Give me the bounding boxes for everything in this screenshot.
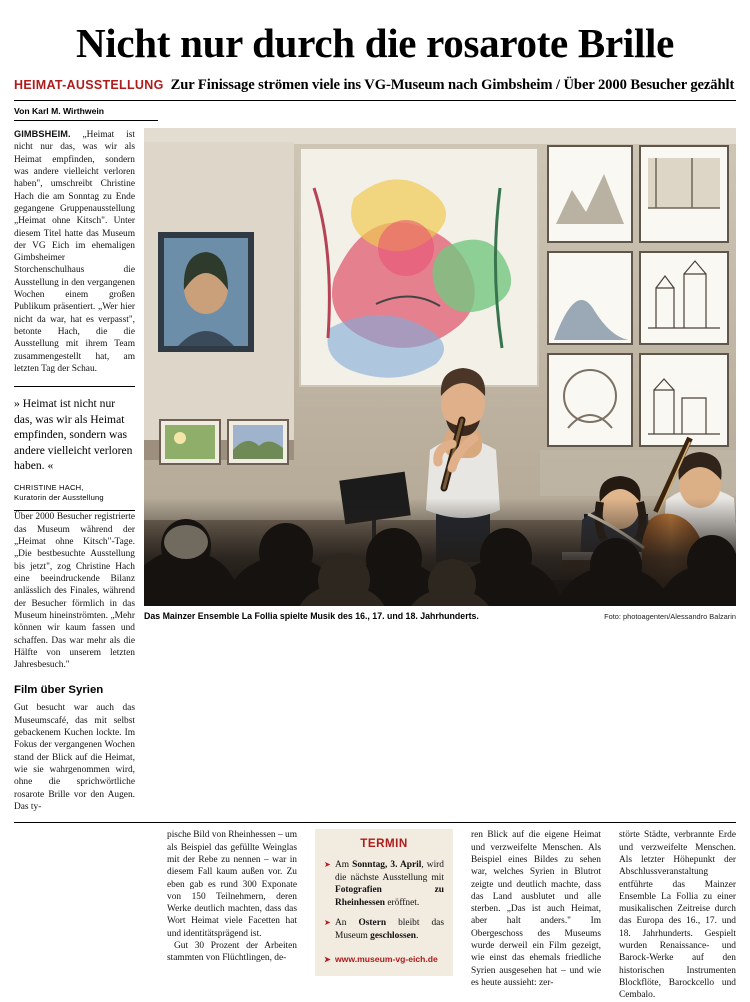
termin-item-2: [324, 917, 444, 942]
lower-col2-paragraph-1: pische Bild von Rheinhessen – um als Beispiel das gefüllte Weinglas mit der Rebe zu nennen – war in diesem Fall kaum außen vor. Zu eben gab es rund 300 Exponate von 150 Teilnehmern, deren Werke deutlich machten, dass das Wort Heimat viele Facetten hat und identitätsprägend ist.: [167, 830, 297, 939]
lower-col2-paragraph-2: Gut 30 Prozent der Arbeiten stammten von Flüchtlingen, de-: [167, 941, 297, 964]
column-1: [14, 128, 144, 813]
pull-quote-attribution: [14, 483, 135, 512]
photo-illustration: [144, 128, 736, 606]
termin-item-1: [324, 859, 444, 909]
termin-item-2-status: geschlossen: [370, 930, 416, 941]
termin-item-1-mid: , wird die nächste Ausstellung mit: [335, 860, 444, 883]
pull-quote-role: Kuratorin der Ausstellung: [14, 493, 104, 503]
termin-item-1-topic: Fotografien zu Rheinhessen: [335, 885, 444, 908]
termin-website-link[interactable]: [324, 954, 444, 965]
column-1-paragraph-3: Gut besucht war auch das Museumscafé, das mit selbst gebackenem Kuchen lockte. Im Fokus der vergangenen Wochen stand der Blick auf die Heimat, wie sie wahrgenommen wird, ohne die sprichwörtliche rosarote Brille vor den Augen. Das ty-: [14, 703, 135, 812]
termin-title: TERMIN: [360, 837, 408, 851]
pull-quote: » Heimat ist nicht nur das, was wir als Heimat empfinden, sondern was andere vielleicht verloren haben. «: [14, 386, 135, 474]
termin-box: [315, 829, 453, 975]
section-heading: Film über Syrien: [14, 683, 104, 696]
termin-item-2-pre: An: [335, 918, 359, 929]
article-body-bottom: [14, 822, 736, 1001]
page-title: Nicht nur durch die rosarote Brille: [75, 20, 675, 66]
arrow-icon: ➤: [324, 955, 331, 965]
termin-item-2-mid: bleibt das Museum: [335, 918, 444, 941]
subheadline: Zur Finissage strömen viele ins VG-Museum nach Gimbsheim / Über 2000 Besucher gezählt: [170, 77, 735, 94]
termin-item-1-post: eröffnet.: [385, 897, 420, 908]
article-photo: [144, 128, 736, 606]
lower-col5-paragraph-1: störte Städte, verbrannte Erde und verzweifelte Menschen. Als letzter Höhepunkt der Abschlussveranstaltung entführte das Mainzer Ensemble La Follia zu einer musikalischen Zeitreise durch das Europa des 16., 17. und 18. Jahrhunderts. Gespielt wurden Renaissance- und Barock-Werke auf den historischen Instrumenten Blockflöte, Barockcello und Cembalo.: [619, 830, 736, 1001]
photo-block: [144, 128, 736, 621]
lower-column-1: [14, 829, 158, 1001]
lower-column-2: [158, 829, 306, 1001]
lead-text: „Heimat ist nicht nur das, was wir als Heimat empfinden, sondern was andere vielleicht verloren haben", umschreibt Christine Hach die am Sonntag zu Ende gegangene Gruppenausstellung „Heimat ohne Kitsch". Unter diesem Titel hatte das Museum der VG Eich im ehemaligen Gimbsheimer Storchenschulhaus die Ausstellung in den vergangenen Wochen einem großen Publikum präsentiert. „Wer hier nicht da war, hat es verpasst", betonte Hach, die die Ausstellung mit ihrem Team zusammengestellt hat, am letzten Tag der Schau.: [14, 130, 135, 374]
lower-column-3: [306, 829, 462, 1001]
lower-column-5: [610, 829, 736, 1001]
termin-item-1-pre: Am: [335, 860, 353, 871]
termin-item-2-holiday: Ostern: [358, 918, 387, 929]
termin-item-1-date: Sonntag, 3. April: [352, 860, 422, 871]
lead-paragraph: [14, 128, 135, 375]
column-1-paragraph-2: Über 2000 Besucher registrierte das Museum während der „Heimat ohne Kitsch"-Tage. „Die bestbesuchte Ausstellung bis jetzt", zog Christine Hach eine beeindruckende Bilanz anlässlich des Finales, während der Besucher förmlich in das Museum hineinströmten. „Mehr können wir kaum fassen und schaffen. Das war mehr als die Hälfte von unserem letzten Jahresbesuch.": [14, 512, 135, 671]
photo-caption-row: [144, 606, 736, 621]
termin-item-2-post: .: [416, 930, 419, 941]
kicker-label: HEIMAT-AUSSTELLUNG: [14, 78, 164, 93]
byline: Von Karl M. Wirthwein: [14, 106, 158, 121]
pull-quote-name: CHRISTINE HACH,: [14, 482, 84, 492]
newspaper-page: [0, 20, 750, 1001]
arrow-icon: ➤: [324, 918, 331, 928]
article-body-top: [14, 128, 736, 813]
termin-url[interactable]: www.museum-vg-eich.de: [335, 954, 438, 965]
lower-col4-paragraph-1: ren Blick auf die eigene Heimat und verzweifelte Menschen. Als Beispiel eines Bildes zu sehen war, welches Syrien in Blutrot zeigte und deutlich machte, dass das Land ausblutet und alle sterben. „Das ist auch Heimat, aber halt anders." Im Obergeschoss des Museums wurde derweil ein Film gezeigt, wie einst das ehemals friedliche Syrien ausgesehen hat – und wie es heute aussieht: zer-: [471, 830, 601, 989]
kicker-row: [14, 77, 736, 101]
photo-caption: Das Mainzer Ensemble La Follia spielte Musik des 16., 17. und 18. Jahrhunderts.: [144, 611, 479, 622]
dateline: GIMBSHEIM.: [14, 129, 71, 140]
arrow-icon: ➤: [324, 860, 331, 870]
photo-credit: Foto: photoagenten/Alessandro Balzarin: [604, 612, 736, 622]
lower-column-4: [462, 829, 610, 1001]
